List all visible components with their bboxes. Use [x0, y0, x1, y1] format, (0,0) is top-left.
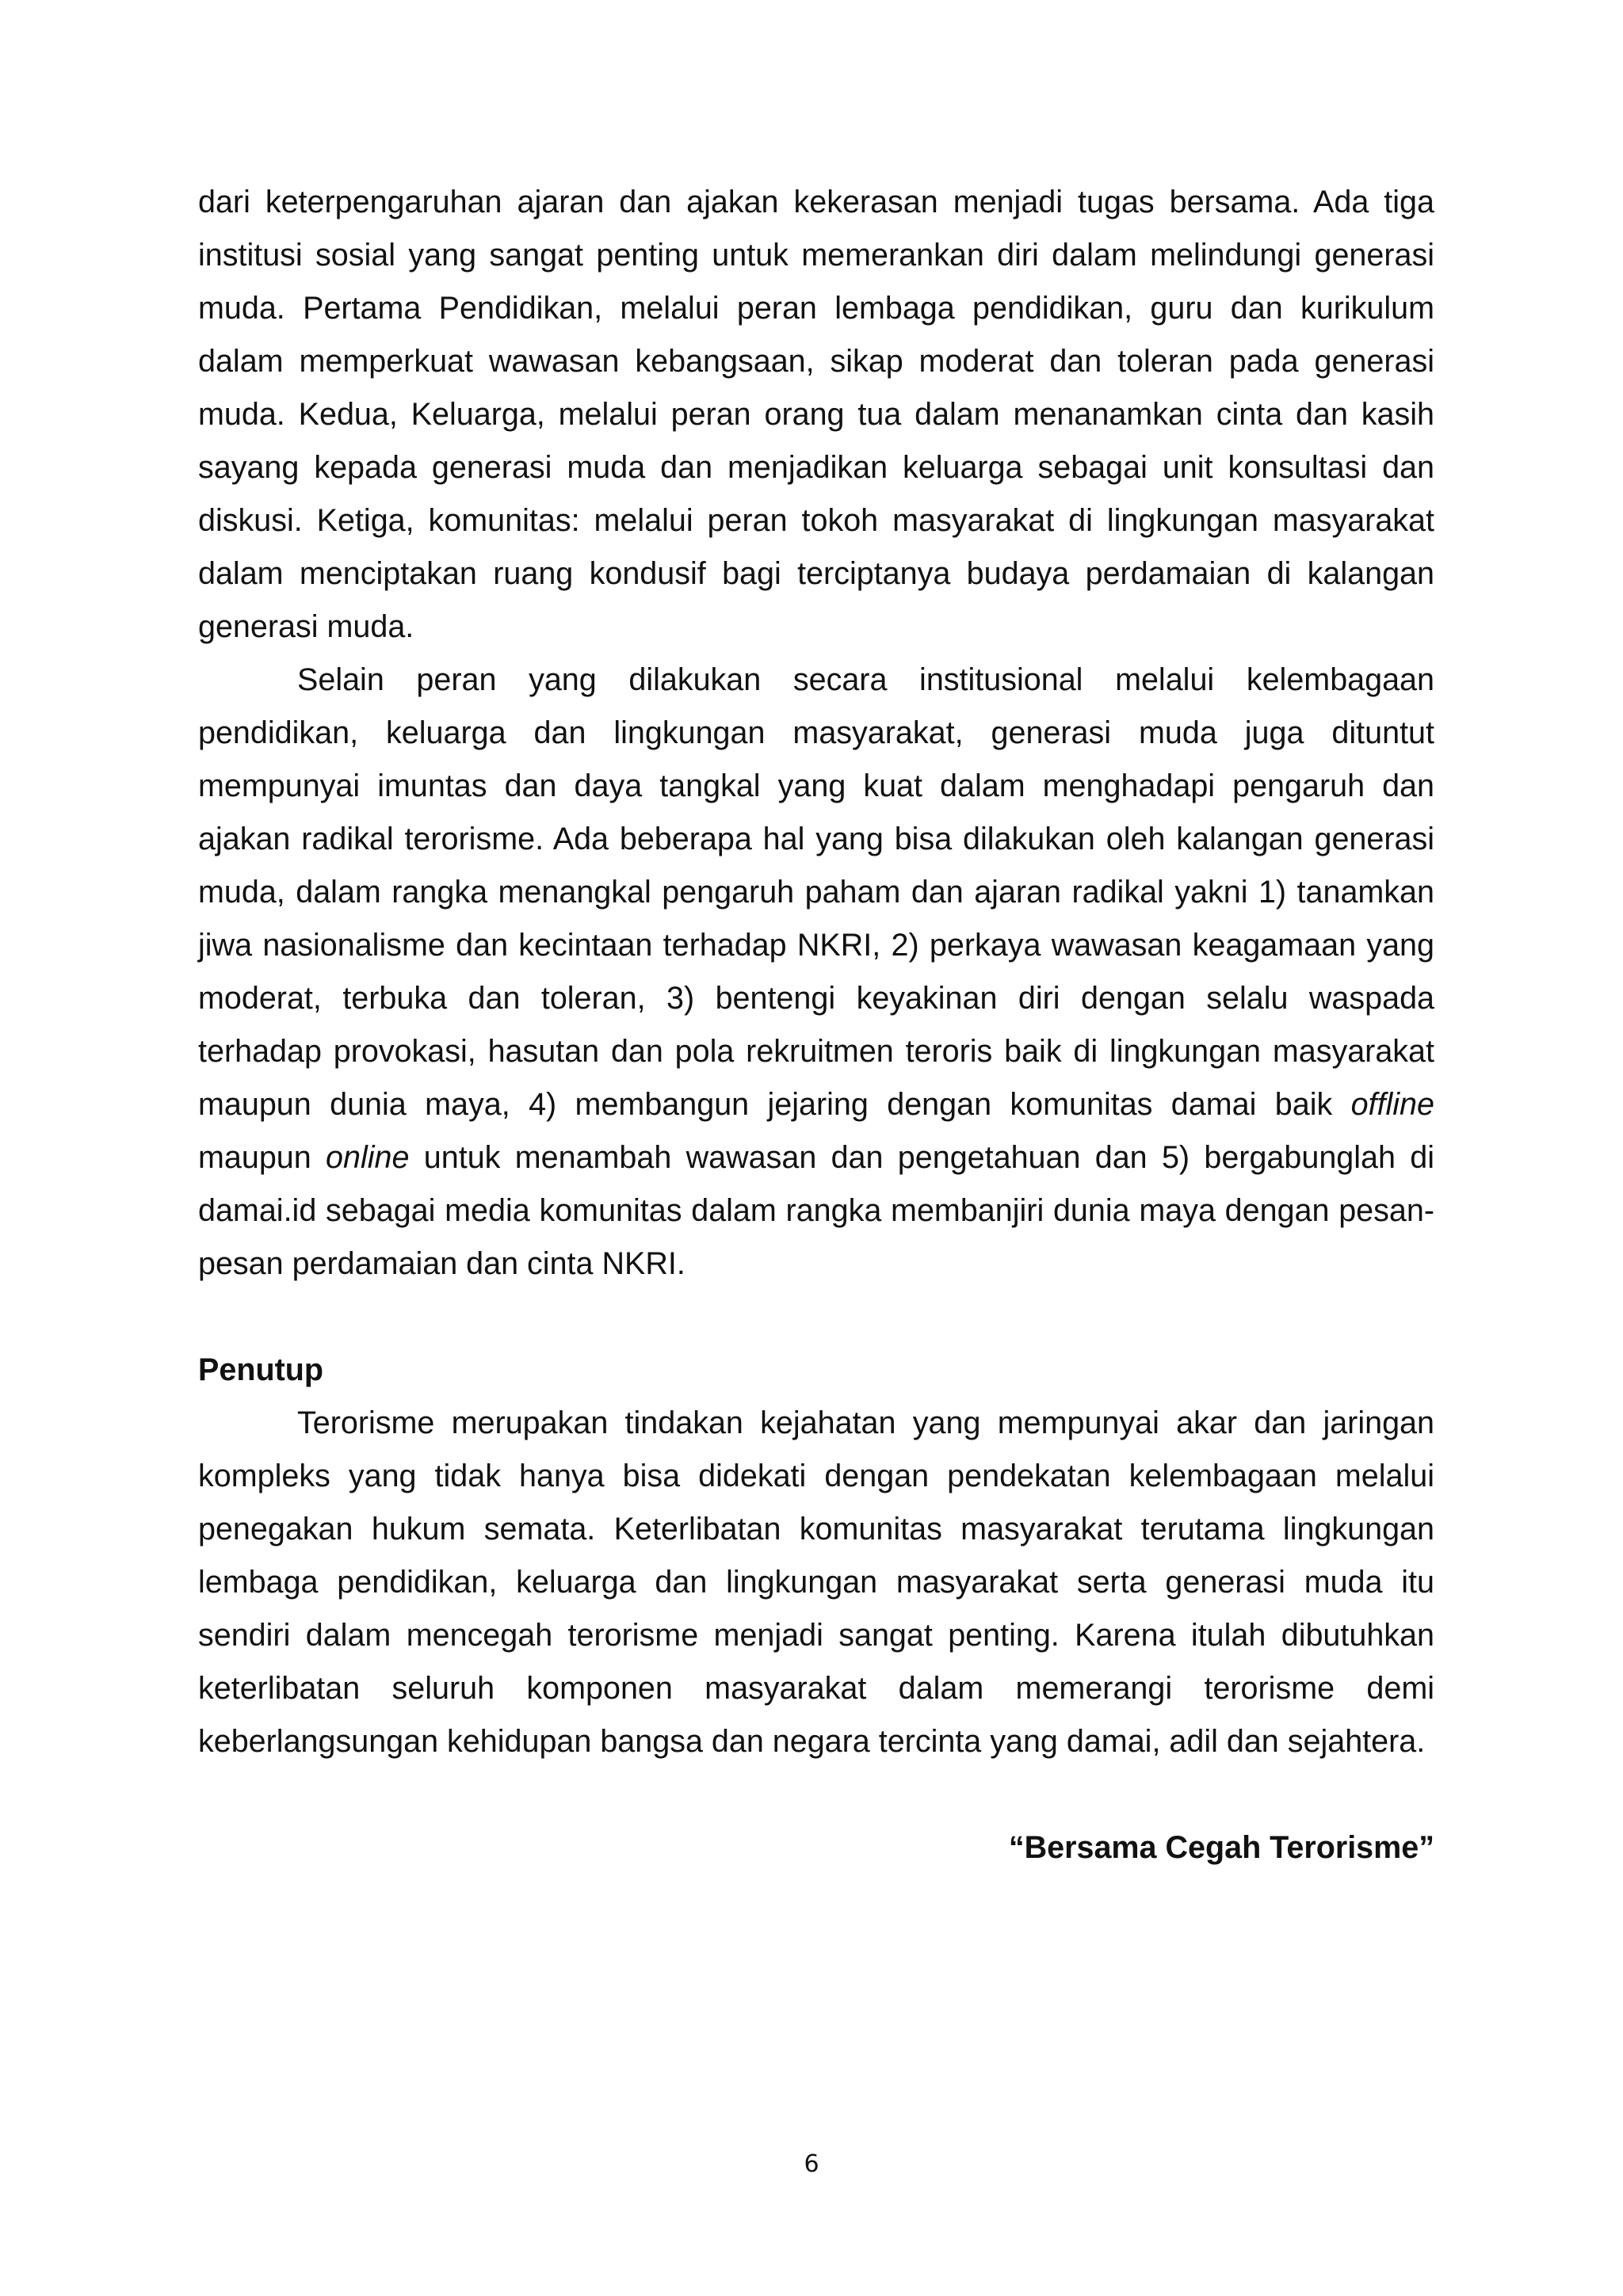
closing-slogan: “Bersama Cegah Terorisme” [1008, 1830, 1434, 1865]
paragraph-text: Selain peran yang dilakukan secara institusional melalui kelembagaan pendidikan, keluarga dan lingkungan masyarakat, generasi muda juga dituntut mempunyai imuntas dan daya tangkal yang kuat dalam menghadapi pengaruh dan ajakan radikal terorisme. Ada beberapa hal yang bisa dilakukan oleh kalangan generasi muda, dalam rangka menangkal pengaruh paham dan ajaran radikal yakni 1) tanamkan jiwa nasionalisme dan kecintaan terhadap NKRI, 2) perkaya wawasan keagamaan yang moderat, terbuka dan toleran, 3) bentengi keyakinan diri dengan selalu waspada terhadap provokasi, hasutan dan pola rekruitmen teroris baik di lingkungan masyarakat maupun dunia maya, 4) membangun jejaring dengan komunitas damai baik [198, 662, 1434, 1122]
paragraph-youth-resilience [198, 654, 1434, 1291]
section-heading: Penutup [198, 1352, 323, 1387]
italic-term-online: online [326, 1140, 410, 1175]
paragraph-text: untuk menambah wawasan dan pengetahuan dan 5) bergabunglah di damai.id sebagai media komunitas dalam rangka membanjiri dunia maya dengan pesan-pesan perdamaian dan cinta NKRI. [198, 1140, 1435, 1281]
paragraph-text: maupun [198, 1140, 327, 1175]
paragraph-institutions: dari keterpengaruhan ajaran dan ajakan kekerasan menjadi tugas bersama. Ada tiga institusi sosial yang sangat penting untuk memerankan diri dalam melindungi generasi muda. Pertama Pendidikan, melalui peran lembaga pendidikan, guru dan kurikulum dalam memperkuat wawasan kebangsaan, sikap moderat dan toleran pada generasi muda. Kedua, Keluarga, melalui peran orang tua dalam menanamkan cinta dan kasih sayang kepada generasi muda dan menjadikan keluarga sebagai unit konsultasi dan diskusi. Ketiga, komunitas: melalui peran tokoh masyarakat di lingkungan masyarakat dalam menciptakan ruang kondusif bagi terciptanya budaya perdamaian di kalangan generasi muda. [198, 185, 1434, 644]
page-number: 6 [804, 2150, 819, 2178]
section-spacer [198, 1291, 1434, 1344]
document-page [198, 176, 1434, 1875]
italic-term-offline: offline [1350, 1087, 1434, 1122]
paragraph-conclusion: Terorisme merupakan tindakan kejahatan yang mempunyai akar dan jaringan kompleks yang tidak hanya bisa didekati dengan pendekatan kelembagaan melalui penegakan hukum semata. Keterlibatan komunitas masyarakat terutama lingkungan lembaga pendidikan, keluarga dan lingkungan masyarakat serta generasi muda itu sendiri dalam mencegah terorisme menjadi sangat penting. Karena itulah dibutuhkan keterlibatan seluruh komponen masyarakat dalam memerangi terorisme demi keberlangsungan kehidupan bangsa dan negara tercinta yang damai, adil dan sejahtera. [198, 1405, 1434, 1759]
